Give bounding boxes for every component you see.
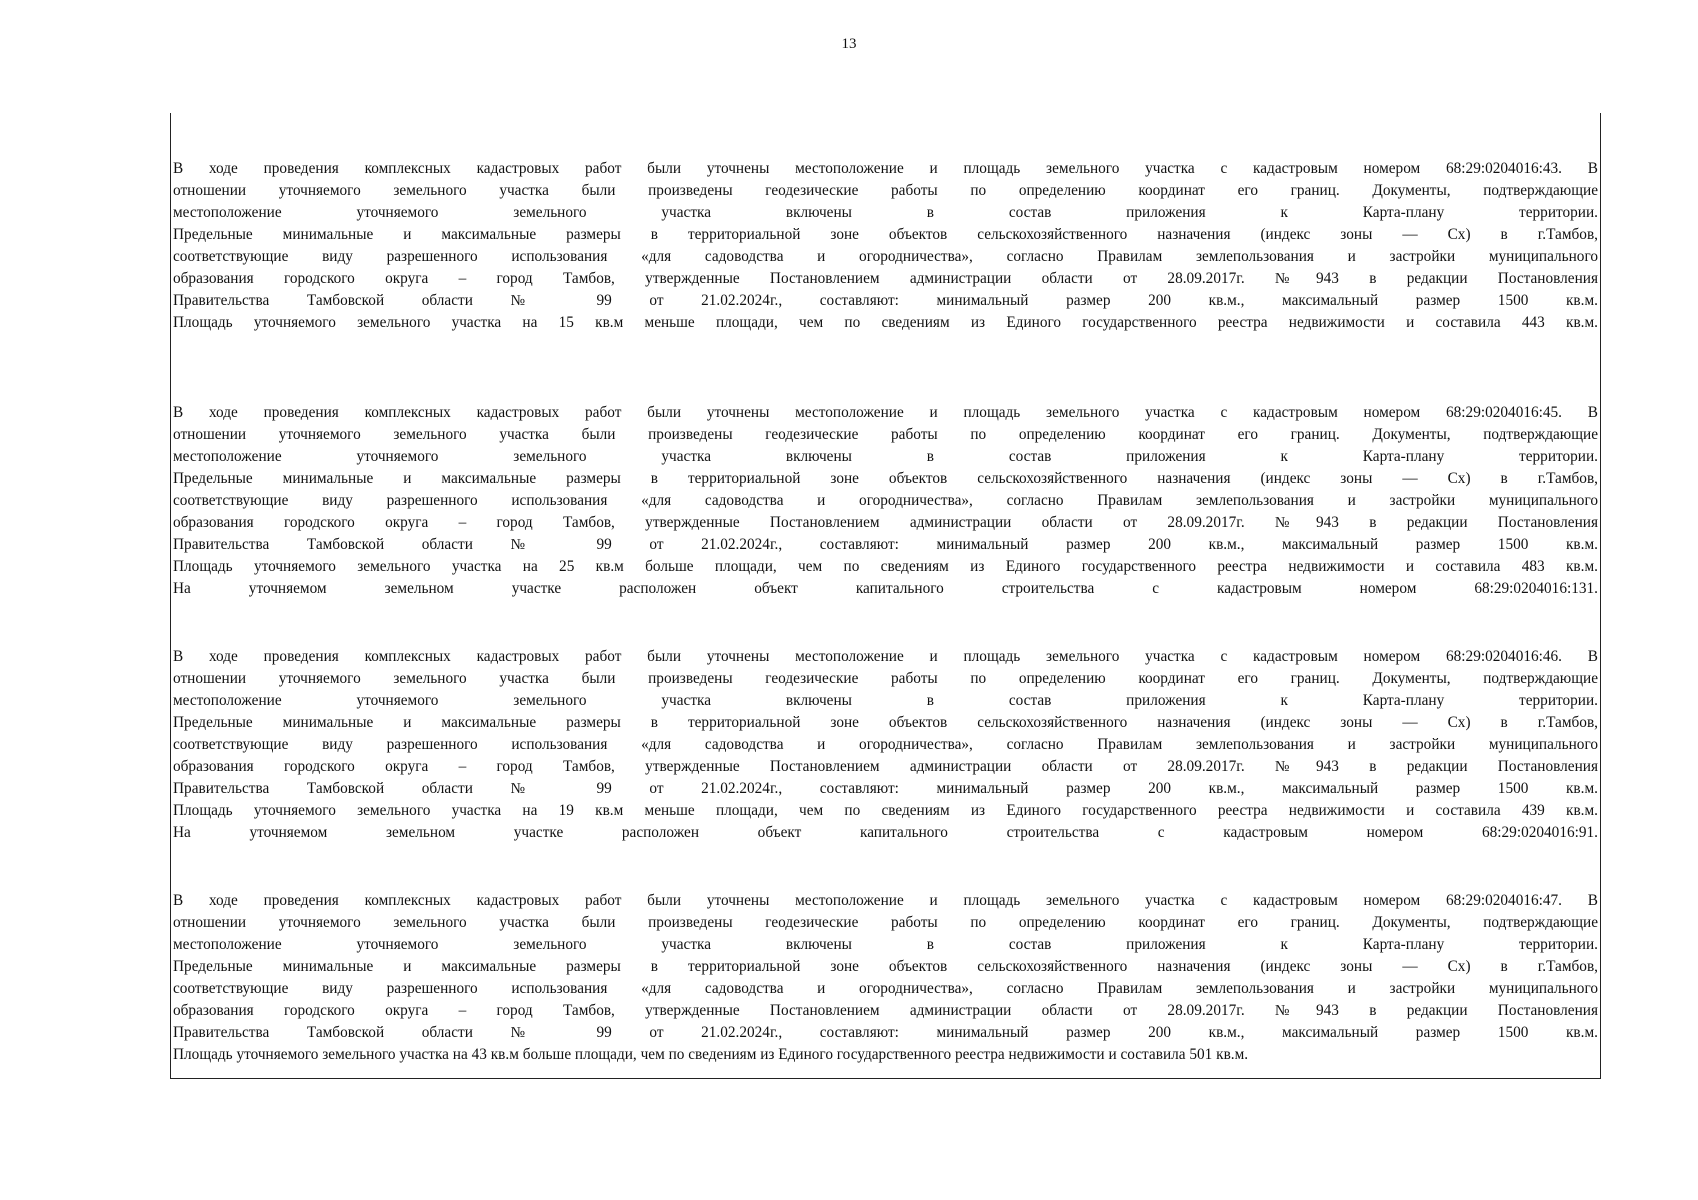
paragraph-4 (173, 890, 1598, 1066)
paragraph-line: отношении уточняемого земельного участка были произведены геодезические работы по определению координат его границ. Документы, подтверждающие (173, 914, 1598, 931)
paragraph-line: местоположение уточняемого земельного участка включены в состав приложения к Карта-плану территории. (173, 448, 1598, 465)
paragraph-1 (173, 158, 1598, 334)
paragraph-line: Площадь уточняемого земельного участка на 19 кв.м меньше площади, чем по сведениям из Единого государственного реестра недвижимости и составила 439 кв.м. (173, 802, 1598, 819)
paragraph-line: В ходе проведения комплексных кадастровых работ были уточнены местоположение и площадь земельного участка с кадастровым номером 68:29:0204016:46. В (173, 648, 1598, 665)
paragraph-line: Правительства Тамбовской области № 99 от 21.02.2024г., составляют: минимальный размер 200 кв.м., максимальный размер 1500 кв.м. (173, 536, 1598, 553)
paragraph-line: Предельные минимальные и максимальные размеры в территориальной зоне объектов сельскохозяйственного назначения (индекс зоны — Сх) в г.Тамбов, (173, 958, 1598, 975)
paragraph-line: Правительства Тамбовской области № 99 от 21.02.2024г., составляют: минимальный размер 200 кв.м., максимальный размер 1500 кв.м. (173, 1024, 1598, 1041)
paragraph-line: соответствующие виду разрешенного использования «для садоводства и огородничества», согласно Правилам землепользования и застройки муниципального (173, 736, 1598, 753)
paragraph-line: Предельные минимальные и максимальные размеры в территориальной зоне объектов сельскохозяйственного назначения (индекс зоны — Сх) в г.Тамбов, (173, 714, 1598, 731)
paragraph-line: образования городского округа – город Тамбов, утвержденные Постановлением администрации области от 28.09.2017г. №943 в редакции Постановления (173, 514, 1598, 531)
paragraph-line: отношении уточняемого земельного участка были произведены геодезические работы по определению координат его границ. Документы, подтверждающие (173, 670, 1598, 687)
paragraph-line: отношении уточняемого земельного участка были произведены геодезические работы по определению координат его границ. Документы, подтверждающие (173, 182, 1598, 199)
paragraph-line: В ходе проведения комплексных кадастровых работ были уточнены местоположение и площадь земельного участка с кадастровым номером 68:29:0204016:43. В (173, 160, 1598, 177)
paragraph-line: образования городского округа – город Тамбов, утвержденные Постановлением администрации области от 28.09.2017г. №943 в редакции Постановления (173, 758, 1598, 775)
paragraph-line: образования городского округа – город Тамбов, утвержденные Постановлением администрации области от 28.09.2017г. №943 в редакции Постановления (173, 1002, 1598, 1019)
paragraph-line: На уточняемом земельном участке расположен объект капитального строительства с кадастровым номером 68:29:0204016:131. (173, 580, 1598, 597)
paragraph-line: местоположение уточняемого земельного участка включены в состав приложения к Карта-плану территории. (173, 692, 1598, 709)
paragraph-line: Площадь уточняемого земельного участка на 43 кв.м больше площади, чем по сведениям из Единого государственного реестра недвижимости и составила 501 кв.м. (173, 1046, 1249, 1063)
paragraph-line: В ходе проведения комплексных кадастровых работ были уточнены местоположение и площадь земельного участка с кадастровым номером 68:29:0204016:47. В (173, 892, 1598, 909)
paragraph-line: Площадь уточняемого земельного участка на 25 кв.м больше площади, чем по сведениям из Единого государственного реестра недвижимости и составила 483 кв.м. (173, 558, 1598, 575)
paragraph-line: отношении уточняемого земельного участка были произведены геодезические работы по определению координат его границ. Документы, подтверждающие (173, 426, 1598, 443)
paragraph-line: соответствующие виду разрешенного использования «для садоводства и огородничества», согласно Правилам землепользования и застройки муниципального (173, 492, 1598, 509)
paragraph-line: Предельные минимальные и максимальные размеры в территориальной зоне объектов сельскохозяйственного назначения (индекс зоны — Сх) в г.Тамбов, (173, 226, 1598, 243)
paragraph-line: образования городского округа – город Тамбов, утвержденные Постановлением администрации области от 28.09.2017г. №943 в редакции Постановления (173, 270, 1598, 287)
paragraph-line: Правительства Тамбовской области № 99 от 21.02.2024г., составляют: минимальный размер 200 кв.м., максимальный размер 1500 кв.м. (173, 292, 1598, 309)
paragraph-line: местоположение уточняемого земельного участка включены в состав приложения к Карта-плану территории. (173, 204, 1598, 221)
paragraph-line: Предельные минимальные и максимальные размеры в территориальной зоне объектов сельскохозяйственного назначения (индекс зоны — Сх) в г.Тамбов, (173, 470, 1598, 487)
paragraph-line: В ходе проведения комплексных кадастровых работ были уточнены местоположение и площадь земельного участка с кадастровым номером 68:29:0204016:45. В (173, 404, 1598, 421)
paragraph-line: соответствующие виду разрешенного использования «для садоводства и огородничества», согласно Правилам землепользования и застройки муниципального (173, 980, 1598, 997)
paragraph-line: На уточняемом земельном участке расположен объект капитального строительства с кадастровым номером 68:29:0204016:91. (173, 824, 1598, 841)
paragraph-2 (173, 402, 1598, 600)
paragraph-line: Правительства Тамбовской области № 99 от 21.02.2024г., составляют: минимальный размер 200 кв.м., максимальный размер 1500 кв.м. (173, 780, 1598, 797)
paragraph-line: соответствующие виду разрешенного использования «для садоводства и огородничества», согласно Правилам землепользования и застройки муниципального (173, 248, 1598, 265)
paragraph-line: местоположение уточняемого земельного участка включены в состав приложения к Карта-плану территории. (173, 936, 1598, 953)
paragraph-3 (173, 646, 1598, 844)
document-frame (170, 113, 1601, 1079)
page-number: 13 (841, 36, 857, 52)
paragraph-line: Площадь уточняемого земельного участка на 15 кв.м меньше площади, чем по сведениям из Единого государственного реестра недвижимости и составила 443 кв.м. (173, 314, 1598, 331)
